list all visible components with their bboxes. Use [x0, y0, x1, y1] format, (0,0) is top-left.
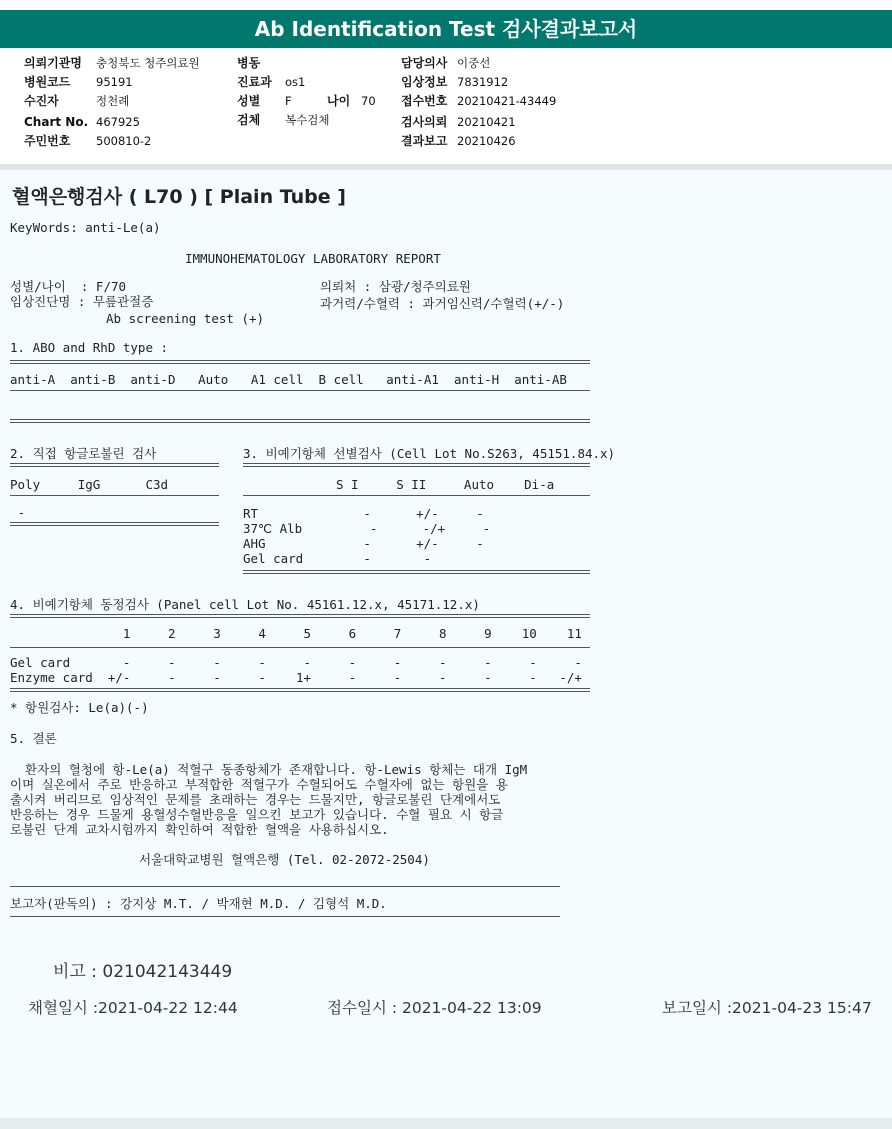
reported-datetime: 보고일시 :2021-04-23 15:47 — [662, 999, 872, 1017]
screen-row: AHG - +/- - — [243, 536, 484, 551]
info-row: 병동 — [237, 56, 261, 70]
keywords: KeyWords: anti-Le(a) — [10, 220, 161, 235]
info-row: 임상정보 7831912 — [401, 75, 509, 89]
abo-title: 1. ABO and RhD type : — [10, 340, 169, 355]
double-rule — [10, 419, 590, 423]
screen-header: S I S II Auto Di-a — [336, 477, 555, 492]
screen-row: 37℃ Alb - -/+ - — [243, 521, 491, 536]
info-row: Chart No. 467925 — [24, 115, 140, 129]
info-row: 접수번호 20210421-43449 — [401, 94, 557, 108]
received-datetime: 접수일시 : 2021-04-22 13:09 — [327, 999, 542, 1017]
double-rule — [10, 522, 219, 526]
info-row: 담당의사 이중선 — [401, 56, 491, 70]
note: 비고 : 021042143449 — [53, 962, 233, 982]
screen-row: RT - +/- - — [243, 506, 484, 521]
info-row-age: 나이 70 — [327, 94, 376, 108]
conclusion-line: 환자의 혈청에 항-Le(a) 적혈구 동종항체가 존재합니다. 항-Lewis 항체는 대개 IgM — [10, 762, 528, 777]
antigen-test: * 항원검사: Le(a)(-) — [10, 700, 149, 715]
rule — [10, 495, 219, 496]
panel-title: 4. 비예기항체 동정검사 (Panel cell Lot No. 45161.12.x, 45171.12.x) — [10, 597, 480, 612]
collected-datetime: 채혈일시 :2021-04-22 12:44 — [28, 999, 238, 1017]
screen-row: Gel card - - — [243, 551, 432, 566]
info-row: 병원코드 95191 — [24, 75, 133, 89]
dat-value: - — [10, 505, 26, 520]
dat-title: 2. 직접 항글로불린 검사 — [10, 446, 157, 461]
sex-age: 성별/나이 : F/70 — [10, 279, 127, 294]
info-row: 수진자 정천례 — [24, 94, 130, 108]
double-rule — [10, 463, 219, 467]
conclusion-line: 로불린 단계 교차시험까지 확인하여 적합한 혈액을 사용하십시오. — [10, 822, 389, 837]
info-row: 검사의뢰 20210421 — [401, 115, 516, 129]
transfusion-history: 과거력/수혈력 : 과거임신력/수혈력(+/-) — [320, 296, 565, 311]
conclusion-line: 이며 실온에서 주로 반응하고 부적합한 적혈구가 수혈되어도 수혈자에 없는 항원을 용 — [10, 777, 508, 792]
double-rule — [243, 463, 590, 467]
screen-title: 3. 비예기항체 선별검사 (Cell Lot No.S263, 45151.84.x) — [243, 446, 616, 461]
info-row: 성별 F — [237, 94, 292, 108]
info-row: 결과보고 20210426 — [401, 134, 516, 148]
conclusion-line: 반응하는 경우 드물게 용혈성수혈반응을 일으킨 보고가 있습니다. 수혈 필요 시 항글 — [10, 807, 504, 822]
screening-result: Ab screening test (+) — [106, 311, 265, 326]
hospital-contact: 서울대학교병원 혈액은행 (Tel. 02-2072-2504) — [139, 852, 430, 867]
dat-header: Poly IgG C3d — [10, 477, 169, 492]
panel-row: Enzyme card +/- - - - 1+ - - - - - -/+ — [10, 670, 582, 685]
abo-header: anti-A anti-B anti-D Auto A1 cell B cell anti-A1 anti-H anti-AB — [10, 372, 567, 387]
rule — [10, 647, 590, 648]
double-rule — [10, 688, 590, 692]
lab-title: IMMUNOHEMATOLOGY LABORATORY REPORT — [185, 251, 441, 266]
double-rule — [10, 360, 590, 364]
section-title: 혈액은행검사 ( L70 ) [ Plain Tube ] — [12, 186, 346, 208]
patient-info — [0, 54, 892, 164]
diagnosis: 임상진단명 : 무릎관절증 — [10, 294, 154, 309]
double-rule — [10, 614, 590, 618]
info-row: 진료과 os1 — [237, 75, 306, 89]
conclusion-title: 5. 결론 — [10, 731, 57, 746]
info-row: 검체 복수검체 — [237, 113, 330, 127]
rule — [10, 916, 560, 917]
report-title: Ab Identification Test 검사결과보고서 — [0, 10, 892, 48]
rule — [10, 886, 560, 887]
conclusion-line: 출시켜 버리므로 임상적인 문제를 초래하는 경우는 드물지만, 항글로불린 단계에서도 — [10, 792, 501, 807]
rule — [10, 390, 590, 391]
requester: 의뢰처 : 삼광/청주의료원 — [320, 279, 471, 294]
double-rule — [243, 570, 590, 574]
info-row: 주민번호 500810-2 — [24, 134, 152, 148]
report-body — [0, 170, 892, 1118]
info-row: 의뢰기관명 충청북도 청주의료원 — [24, 56, 200, 70]
footer-band — [0, 1118, 892, 1129]
reporters: 보고자(판독의) : 강지상 M.T. / 박재현 M.D. / 김형석 M.D. — [10, 896, 387, 911]
panel-header: 1 2 3 4 5 6 7 8 9 10 11 — [10, 626, 582, 641]
panel-row: Gel card - - - - - - - - - - - — [10, 655, 582, 670]
rule — [243, 495, 590, 496]
